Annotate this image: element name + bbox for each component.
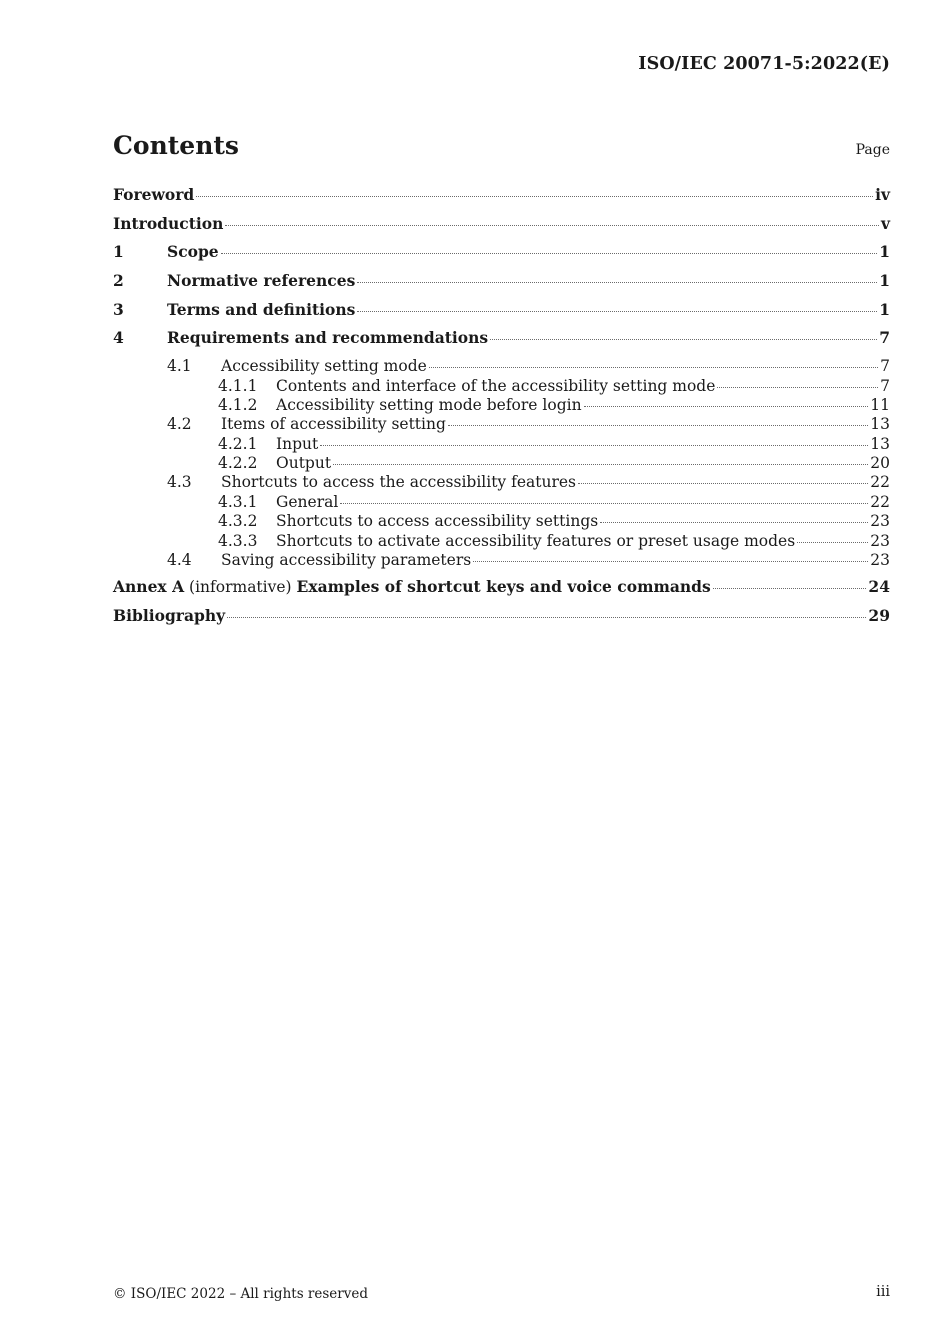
toc-entry-title: Accessibility setting mode (221, 357, 427, 376)
toc-entry-number: 4.1 (167, 357, 192, 376)
toc-entry-title: Normative references (167, 271, 356, 291)
toc-entry-number: 4.4 (167, 551, 192, 570)
toc-leader-dots (333, 464, 868, 465)
toc-entry-page: 24 (868, 577, 890, 597)
toc-entry-number: 4.1.2 (218, 395, 258, 414)
toc-leader-dots (600, 522, 868, 523)
toc-entry-page: 11 (870, 395, 890, 414)
toc-entry-title: Items of accessibility setting (221, 415, 446, 434)
toc-entry-number: 4.2.2 (218, 454, 258, 473)
toc-entry-bibliography[interactable] (113, 606, 890, 635)
toc-entry-page: 1 (879, 271, 890, 291)
toc-entry-4-3-1[interactable] (113, 493, 890, 512)
toc-entry-number: 4.2.1 (218, 434, 258, 453)
toc-entry-page: v (880, 213, 890, 233)
toc-entry-title: Bibliography (113, 606, 226, 626)
toc-entry-title: General (276, 492, 339, 511)
toc-entry-title: Introduction (113, 213, 224, 233)
toc-leader-dots (448, 425, 868, 426)
toc-leader-dots (225, 225, 879, 226)
toc-entry-title: Scope (167, 242, 219, 262)
toc-entry-number: 1 (113, 242, 124, 262)
contents-title: Contents (113, 131, 240, 160)
toc-entry-title: Shortcuts to access accessibility settings (276, 512, 599, 531)
toc-leader-dots (221, 253, 878, 254)
toc-entry-4-2[interactable] (113, 415, 890, 434)
toc-leader-dots (196, 196, 873, 197)
toc-entry-number: 3 (113, 299, 124, 319)
toc-entry-4-2-2[interactable] (113, 454, 890, 473)
toc-leader-dots (713, 588, 867, 589)
toc-entry-title: Input (276, 434, 319, 453)
toc-entry-number: 2 (113, 271, 124, 291)
footer-copyright: © ISO/IEC 2022 – All rights reserved (113, 1286, 368, 1302)
toc-leader-dots (490, 339, 877, 340)
toc-entry-foreword[interactable] (113, 185, 890, 214)
toc-entry-page: 23 (870, 551, 890, 570)
toc-entry-page: 7 (879, 328, 890, 348)
toc-entry-page: 23 (870, 531, 890, 550)
toc-leader-dots (320, 445, 868, 446)
toc-entry-page: 13 (870, 415, 890, 434)
toc-entry-normative-references[interactable] (113, 271, 890, 300)
page-column-label: Page (855, 142, 890, 158)
toc-entry-4-1[interactable] (113, 357, 890, 376)
toc-entry-number: 4.2 (167, 415, 192, 434)
toc-entry-requirements[interactable] (113, 328, 890, 357)
toc-entry-number: 4.1.1 (218, 376, 258, 395)
toc-entry-annex-a[interactable] (113, 577, 890, 606)
toc-leader-dots (340, 503, 868, 504)
toc-entry-4-3[interactable] (113, 473, 890, 492)
toc-entry-number: 4.3 (167, 473, 192, 492)
toc-leader-dots (357, 282, 877, 283)
toc-entry-page: 1 (879, 242, 890, 262)
toc-leader-dots (429, 367, 878, 368)
annex-label: Annex A (113, 577, 185, 597)
toc-entry-title (113, 577, 711, 596)
toc-entry-page: 23 (870, 512, 890, 531)
document-id: ISO/IEC 20071-5:2022(E) (638, 54, 890, 74)
toc-entry-4-3-3[interactable] (113, 532, 890, 551)
toc-entry-title: Contents and interface of the accessibility setting mode (276, 376, 716, 395)
toc-entry-4-3-2[interactable] (113, 512, 890, 531)
toc-leader-dots (797, 542, 868, 543)
toc-entry-title: Terms and definitions (167, 299, 356, 319)
toc-entry-number: 4.3.3 (218, 531, 258, 550)
toc-entry-title: Saving accessibility parameters (221, 551, 472, 570)
footer-page-number: iii (876, 1284, 890, 1300)
toc-leader-dots (357, 311, 877, 312)
toc-entry-number: 4 (113, 328, 124, 348)
toc-entry-terms-and-definitions[interactable] (113, 300, 890, 329)
toc-entry-title: Foreword (113, 185, 195, 204)
toc-entry-page: 1 (879, 299, 890, 319)
toc-entry-4-4[interactable] (113, 551, 890, 570)
toc-entry-4-1-1[interactable] (113, 377, 890, 396)
toc-entry-introduction[interactable] (113, 214, 890, 243)
toc-entry-page: 7 (880, 376, 890, 395)
toc-entry-number: 4.3.1 (218, 492, 258, 511)
toc-entry-page: 7 (880, 357, 890, 376)
table-of-contents (113, 185, 890, 635)
toc-entry-4-2-1[interactable] (113, 435, 890, 454)
toc-entry-page: 20 (870, 454, 890, 473)
toc-leader-dots (578, 483, 868, 484)
toc-leader-dots (473, 561, 868, 562)
toc-entry-title: Shortcuts to access the accessibility features (221, 473, 577, 492)
toc-entry-title: Shortcuts to activate accessibility features or preset usage modes (276, 531, 796, 550)
toc-leader-dots (584, 406, 869, 407)
toc-entry-page: iv (875, 185, 890, 204)
toc-leader-dots (717, 387, 878, 388)
toc-entry-title: Accessibility setting mode before login (276, 395, 582, 414)
toc-entry-number: 4.3.2 (218, 512, 258, 531)
toc-entry-page: 22 (870, 473, 890, 492)
toc-entry-title: Requirements and recommendations (167, 328, 489, 348)
toc-entry-page: 13 (870, 434, 890, 453)
annex-qualifier: (informative) (189, 578, 292, 597)
toc-entry-page: 22 (870, 492, 890, 511)
toc-entry-page: 29 (868, 606, 890, 626)
toc-entry-title: Output (276, 454, 332, 473)
toc-entry-scope[interactable] (113, 242, 890, 271)
annex-title: Examples of shortcut keys and voice commands (296, 577, 711, 597)
toc-leader-dots (227, 617, 866, 618)
toc-entry-4-1-2[interactable] (113, 396, 890, 415)
